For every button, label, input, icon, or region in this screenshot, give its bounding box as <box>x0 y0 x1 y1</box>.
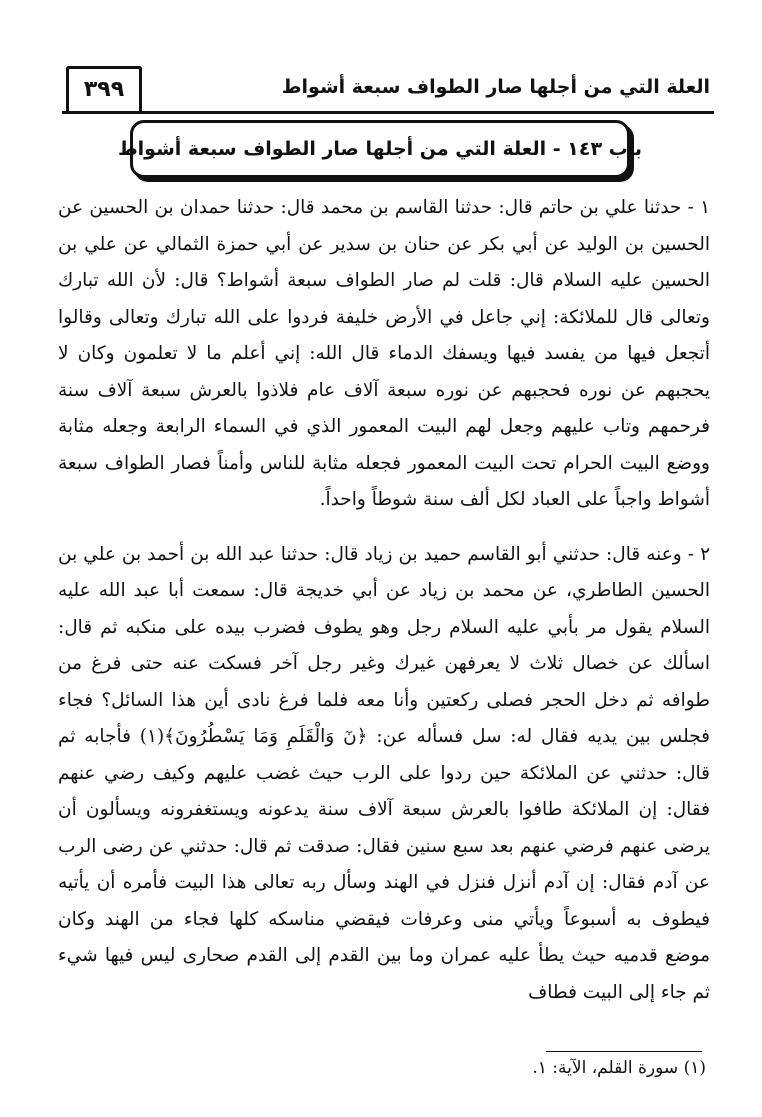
running-title: العلة التي من أجلها صار الطواف سبعة أشواط <box>281 76 710 98</box>
chapter-title: باب ١٤٣ - العلة التي من أجلها صار الطواف سبعة أشواط <box>117 138 643 160</box>
header-rule <box>62 111 714 114</box>
chapter-heading-box <box>117 120 643 178</box>
footnote-rule <box>546 1051 702 1052</box>
running-header <box>62 66 714 114</box>
footnote: (١) سورة القلم، الآية: ١. <box>532 1058 706 1078</box>
page-number: ٣٩٩ <box>83 77 125 102</box>
body-text <box>58 190 710 1011</box>
hadith-paragraph-1: ١ - حدثنا علي بن حاتم قال: حدثنا القاسم بن محمد قال: حدثنا حمدان بن الحسين عن الحسين بن الوليد عن أبي بكر عن حنان بن سدير عن أبي حمزة الثمالي عن علي بن الحسين عليه السلام قال: قلت لم صار الطواف سبعة أشواط؟ قال: لأن الله تبارك وتعالى قال للملائكة: إني جاعل في الأرض خليفة فردوا على الله تبارك وتعالى وقالوا أتجعل فيها من يفسد فيها ويسفك الدماء قال الله: إني أعلم ما لا تعلمون وكان لا يحجبهم عن نوره فحجبهم عن نوره سبعة آلاف عام فلاذوا بالعرش سبعة آلاف سنة فرحمهم وتاب عليهم وجعل لهم البيت المعمور الذي في السماء الرابعة وجعله مثابة ووضع البيت الحرام تحت البيت المعمور فجعله مثابة للناس وأمناً فصار الطواف سبعة أشواط واجباً على العباد لكل ألف سنة شوطاً واحداً. <box>58 197 710 510</box>
page-number-box <box>66 66 142 111</box>
hadith-paragraph-2: ٢ - وعنه قال: حدثني أبو القاسم حميد بن زياد قال: حدثنا عبد الله بن أحمد بن علي بن الحسين الطاطري، عن محمد بن زياد عن أبي خديجة قال: سمعت أبا عبد الله عليه السلام يقول مر بأبي عليه السلام رجل وهو يطوف فضرب بيده على منكبه ثم قال: اسألك عن خصال ثلاث لا يعرفهن غيرك وغير رجل آخر فسكت عنه حتى فرغ من طوافه ثم دخل الحجر فصلى ركعتين وأنا معه فلما فرغ نادى أين هذا السائل؟ فجاء فجلس بين يديه فقال له: سل فسأله عن: ﴿نٓ وَالْقَلَمِ وَمَا يَسْطُرُونَ﴾(١) فأجابه ثم قال: حدثني عن الملائكة حين ردوا على الرب حيث غضب عليهم وكيف رضي عنهم فقال: إن الملائكة طافوا بالعرش سبعة آلاف سنة يدعونه ويستغفرونه ويسألون أن يرضى عنهم فرضي عنهم بعد سبع سنين فقال: صدقت ثم قال: حدثني عن رضى الرب عن آدم فقال: إن آدم أنزل فنزل في الهند وسأل ربه تعالى هذا البيت فأمره أن يأتيه فيطوف به أسبوعاً ويأتي منى وعرفات فيقضي مناسكه كلها فجاء من الهند وكان موضع قدميه حيث يطأ عليه عمران وما بين القدم إلى القدم صحارى ليس فيها شيء ثم جاء إلى البيت فطاف <box>58 543 711 1003</box>
